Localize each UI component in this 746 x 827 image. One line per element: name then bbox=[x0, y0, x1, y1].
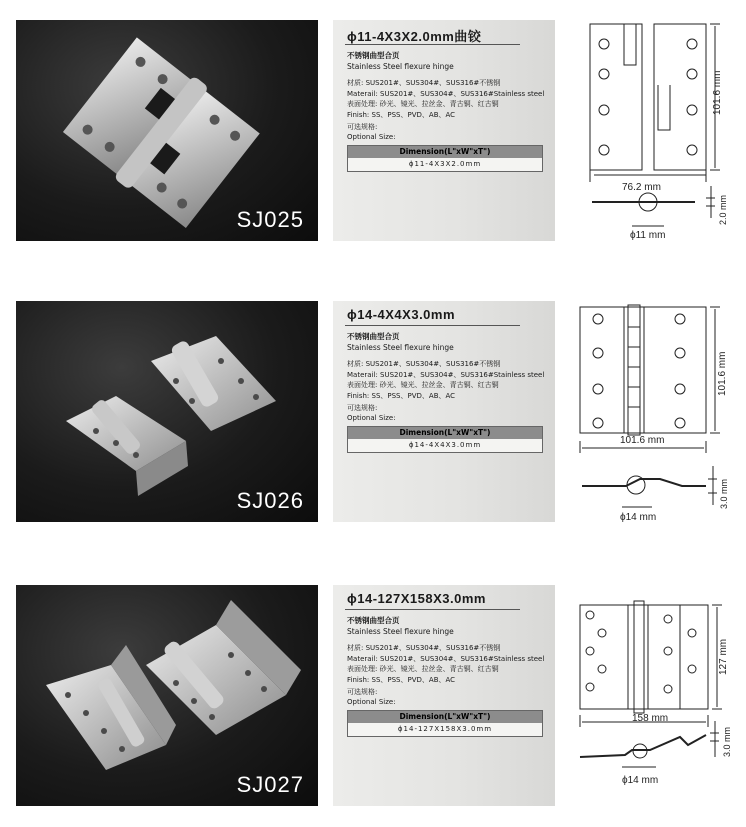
subtitle-cn: 不锈钢曲型合页 bbox=[347, 616, 400, 625]
product-code: SJ026 bbox=[236, 488, 304, 513]
subtitle-en: Stainless Steel flexure hinge bbox=[347, 343, 454, 352]
optional-cn: 可选规格: bbox=[347, 688, 378, 696]
optional-en: Optional Size: bbox=[347, 132, 396, 141]
dimension-header: Dimension(L"xW"xT") bbox=[348, 427, 542, 439]
surface-cn: 表面处理: 砂光、镜光、拉丝金、青古铜、红古铜 bbox=[347, 665, 499, 673]
product-code: SJ027 bbox=[236, 772, 304, 797]
subtitle-cn: 不锈钢曲型合页 bbox=[347, 51, 400, 60]
spec-panel bbox=[333, 585, 555, 806]
drawing-height-label: 101.6 mm bbox=[712, 70, 723, 115]
dimension-value: ϕ14-4X4X3.0mm bbox=[408, 441, 482, 449]
dimension-table bbox=[347, 426, 543, 453]
product-title: ϕ11-4X3X2.0mm曲铰 bbox=[347, 29, 482, 44]
product-photo bbox=[16, 20, 318, 241]
finish-en: Finish: SS、PSS、PVD、AB、AC bbox=[347, 110, 456, 119]
drawing-thickness-label: 2.0 mm bbox=[718, 194, 728, 225]
optional-cn: 可选规格: bbox=[347, 123, 378, 131]
product-photo bbox=[16, 301, 318, 522]
dimension-table bbox=[347, 145, 543, 172]
spec-list bbox=[347, 643, 544, 685]
optional-size bbox=[347, 404, 396, 423]
product-photo bbox=[16, 585, 318, 806]
product-row-sj027 bbox=[0, 585, 746, 815]
drawing-width-label: 76.2 mm bbox=[622, 182, 661, 193]
technical-drawing bbox=[570, 20, 746, 250]
technical-drawing bbox=[570, 301, 746, 531]
dimension-header: Dimension(L"xW"xT") bbox=[348, 711, 542, 723]
drawing-pin-label: ϕ14 mm bbox=[622, 775, 659, 786]
drawing-height-label: 101.6 mm bbox=[717, 351, 728, 396]
material-en: Materail: SUS201#、SUS304#、SUS316#Stainless steel bbox=[347, 370, 545, 379]
subtitle-en: Stainless Steel flexure hinge bbox=[347, 627, 454, 636]
optional-size bbox=[347, 688, 396, 707]
product-row-sj026 bbox=[0, 301, 746, 531]
material-en: Materail: SUS201#、SUS304#、SUS316#Stainless steel bbox=[347, 654, 545, 663]
technical-drawing bbox=[570, 585, 746, 815]
surface-cn: 表面处理: 砂光、镜光、拉丝金、青古铜、红古铜 bbox=[347, 100, 499, 108]
drawing-width-label: 101.6 mm bbox=[620, 435, 665, 446]
optional-size bbox=[347, 123, 396, 142]
drawing-pin-label: ϕ11 mm bbox=[630, 230, 666, 241]
surface-cn: 表面处理: 砂光、镜光、拉丝金、青古铜、红古铜 bbox=[347, 381, 499, 389]
material-en: Materail: SUS201#、SUS304#、SUS316#Stainless steel bbox=[347, 89, 545, 98]
drawing-thickness-label: 3.0 mm bbox=[719, 478, 729, 509]
dimension-table bbox=[347, 710, 543, 737]
title-divider bbox=[345, 325, 520, 326]
drawing-thickness-label: 3.0 mm bbox=[722, 726, 732, 757]
drawing-width-label: 158 mm bbox=[632, 713, 669, 724]
dimension-header: Dimension(L"xW"xT") bbox=[348, 146, 542, 158]
drawing-height-label: 127 mm bbox=[718, 638, 729, 675]
optional-en: Optional Size: bbox=[347, 697, 396, 706]
material-cn: 材质: SUS201#、SUS304#、SUS316#不锈钢 bbox=[347, 79, 501, 87]
title-divider bbox=[345, 609, 520, 610]
finish-en: Finish: SS、PSS、PVD、AB、AC bbox=[347, 675, 456, 684]
material-cn: 材质: SUS201#、SUS304#、SUS316#不锈钢 bbox=[347, 644, 501, 652]
product-row-sj025 bbox=[0, 20, 746, 250]
spec-list bbox=[347, 78, 544, 120]
spec-list bbox=[347, 359, 544, 401]
dimension-value: ϕ14-127X158X3.0mm bbox=[397, 725, 493, 733]
spec-panel bbox=[333, 20, 555, 241]
spec-panel bbox=[333, 301, 555, 522]
product-title: ϕ14-4X4X3.0mm bbox=[347, 307, 456, 322]
finish-en: Finish: SS、PSS、PVD、AB、AC bbox=[347, 391, 456, 400]
optional-cn: 可选规格: bbox=[347, 404, 378, 412]
optional-en: Optional Size: bbox=[347, 413, 396, 422]
product-title: ϕ14-127X158X3.0mm bbox=[347, 591, 486, 606]
material-cn: 材质: SUS201#、SUS304#、SUS316#不锈钢 bbox=[347, 360, 501, 368]
product-code: SJ025 bbox=[236, 207, 304, 232]
dimension-value: ϕ11-4X3X2.0mm bbox=[408, 160, 482, 168]
subtitle-cn: 不锈钢曲型合页 bbox=[347, 332, 400, 341]
drawing-pin-label: ϕ14 mm bbox=[620, 512, 657, 523]
title-divider bbox=[345, 44, 520, 45]
subtitle-en: Stainless Steel flexure hinge bbox=[347, 62, 454, 71]
